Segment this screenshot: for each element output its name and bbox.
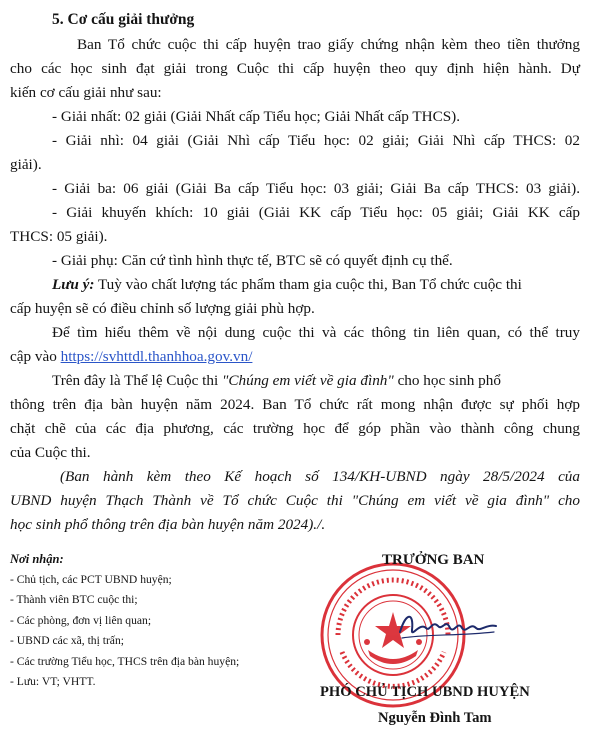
section-title: 5. Cơ cấu giải thưởng xyxy=(52,11,195,28)
prize-second-a: - Giải nhì: 04 giải (Giải Nhì cấp Tiểu học: 02 giải; Giải Nhì cấp THCS: 02 xyxy=(52,132,580,149)
closing-1c: cho học sinh phổ xyxy=(393,372,501,389)
recipient-item: - Chủ tịch, các PCT UBND huyện; xyxy=(10,573,172,586)
recipient-item: - Các phòng, đơn vị liên quan; xyxy=(10,613,152,627)
closing-line-1 xyxy=(52,371,501,391)
signer-position: PHÓ CHỦ TỊCH UBND HUYỆN xyxy=(320,684,530,700)
recipient-item: - Lưu: VT; VHTT. xyxy=(10,675,96,689)
prize-third: - Giải ba: 06 giải (Giải Ba cấp Tiểu học: 03 giải; Giải Ba cấp THCS: 03 giải). xyxy=(52,180,580,197)
issued-line-3: học sinh phổ thông trên địa bàn huyện năm 2024)./. xyxy=(10,516,326,533)
note-line-2: cấp huyện sẽ có điều chỉnh số lượng giải phù hợp. xyxy=(10,300,315,317)
signer-name: Nguyễn Đình Tam xyxy=(378,710,492,726)
intro-line-2: cho các học sinh đạt giải trong Cuộc thi cấp huyện theo quy định hiện hành. Dự xyxy=(10,60,580,77)
recipient-item: - Các trường Tiểu học, THCS trên địa bàn huyện; xyxy=(10,654,240,668)
closing-line-4: của Cuộc thi. xyxy=(10,444,91,461)
info-line-2 xyxy=(10,347,252,367)
issued-line-1: (Ban hành kèm theo Kế hoạch số 134/KH-UBND ngày 28/5/2024 của xyxy=(60,468,580,485)
signer-title: TRƯỞNG BAN xyxy=(382,552,485,568)
recipient-item: - Thành viên BTC cuộc thi; xyxy=(10,593,138,607)
note-line-1 xyxy=(52,275,580,295)
recipients-block xyxy=(10,550,310,692)
recipient-item: - UBND các xã, thị trấn; xyxy=(10,634,124,648)
website-link[interactable]: https://svhttdl.thanhhoa.gov.vn/ xyxy=(60,348,253,365)
prize-consolation-b: THCS: 05 giải). xyxy=(10,228,108,245)
issued-line-2: UBND huyện Thạch Thành về Tổ chức Cuộc thi "Chúng em viết về gia đình" cho xyxy=(10,492,580,509)
info-prefix: cập vào xyxy=(10,348,61,365)
prize-consolation-a: - Giải khuyến khích: 10 giải (Giải KK cấp Tiểu học: 05 giải; Giải KK cấp xyxy=(52,204,580,221)
note-text: Tuỳ vào chất lượng tác phẩm tham gia cuộc thi, Ban Tổ chức cuộc thi xyxy=(94,276,522,293)
prize-second-b: giải). xyxy=(10,156,42,173)
contest-name: "Chúng em viết về gia đình" xyxy=(222,372,394,389)
info-line-1: Để tìm hiểu thêm về nội dung cuộc thi và các thông tin liên quan, có thể truy xyxy=(52,324,580,341)
closing-line-3: chặt chẽ của các địa phương, các trường học để góp phần vào thành công chung xyxy=(10,420,580,437)
prize-extra: - Giải phụ: Căn cứ tình hình thực tế, BTC sẽ có quyết định cụ thể. xyxy=(52,252,453,269)
intro-line-3: kiến cơ cấu giải như sau: xyxy=(10,84,162,101)
prize-first: - Giải nhất: 02 giải (Giải Nhất cấp Tiểu học; Giải Nhất cấp THCS). xyxy=(52,108,461,125)
handwritten-signature-icon xyxy=(398,604,498,644)
recipients-title: Nơi nhận: xyxy=(10,552,64,566)
closing-line-2: thông trên địa bàn huyện năm 2024. Ban Tổ chức rất mong nhận được sự phối hợp xyxy=(10,396,580,413)
intro-line-1: Ban Tổ chức cuộc thi cấp huyện trao giấy chứng nhận kèm theo tiền thưởng xyxy=(77,36,580,53)
note-label: Lưu ý: xyxy=(52,276,95,293)
closing-1a: Trên đây là Thể lệ Cuộc thi xyxy=(52,372,222,389)
